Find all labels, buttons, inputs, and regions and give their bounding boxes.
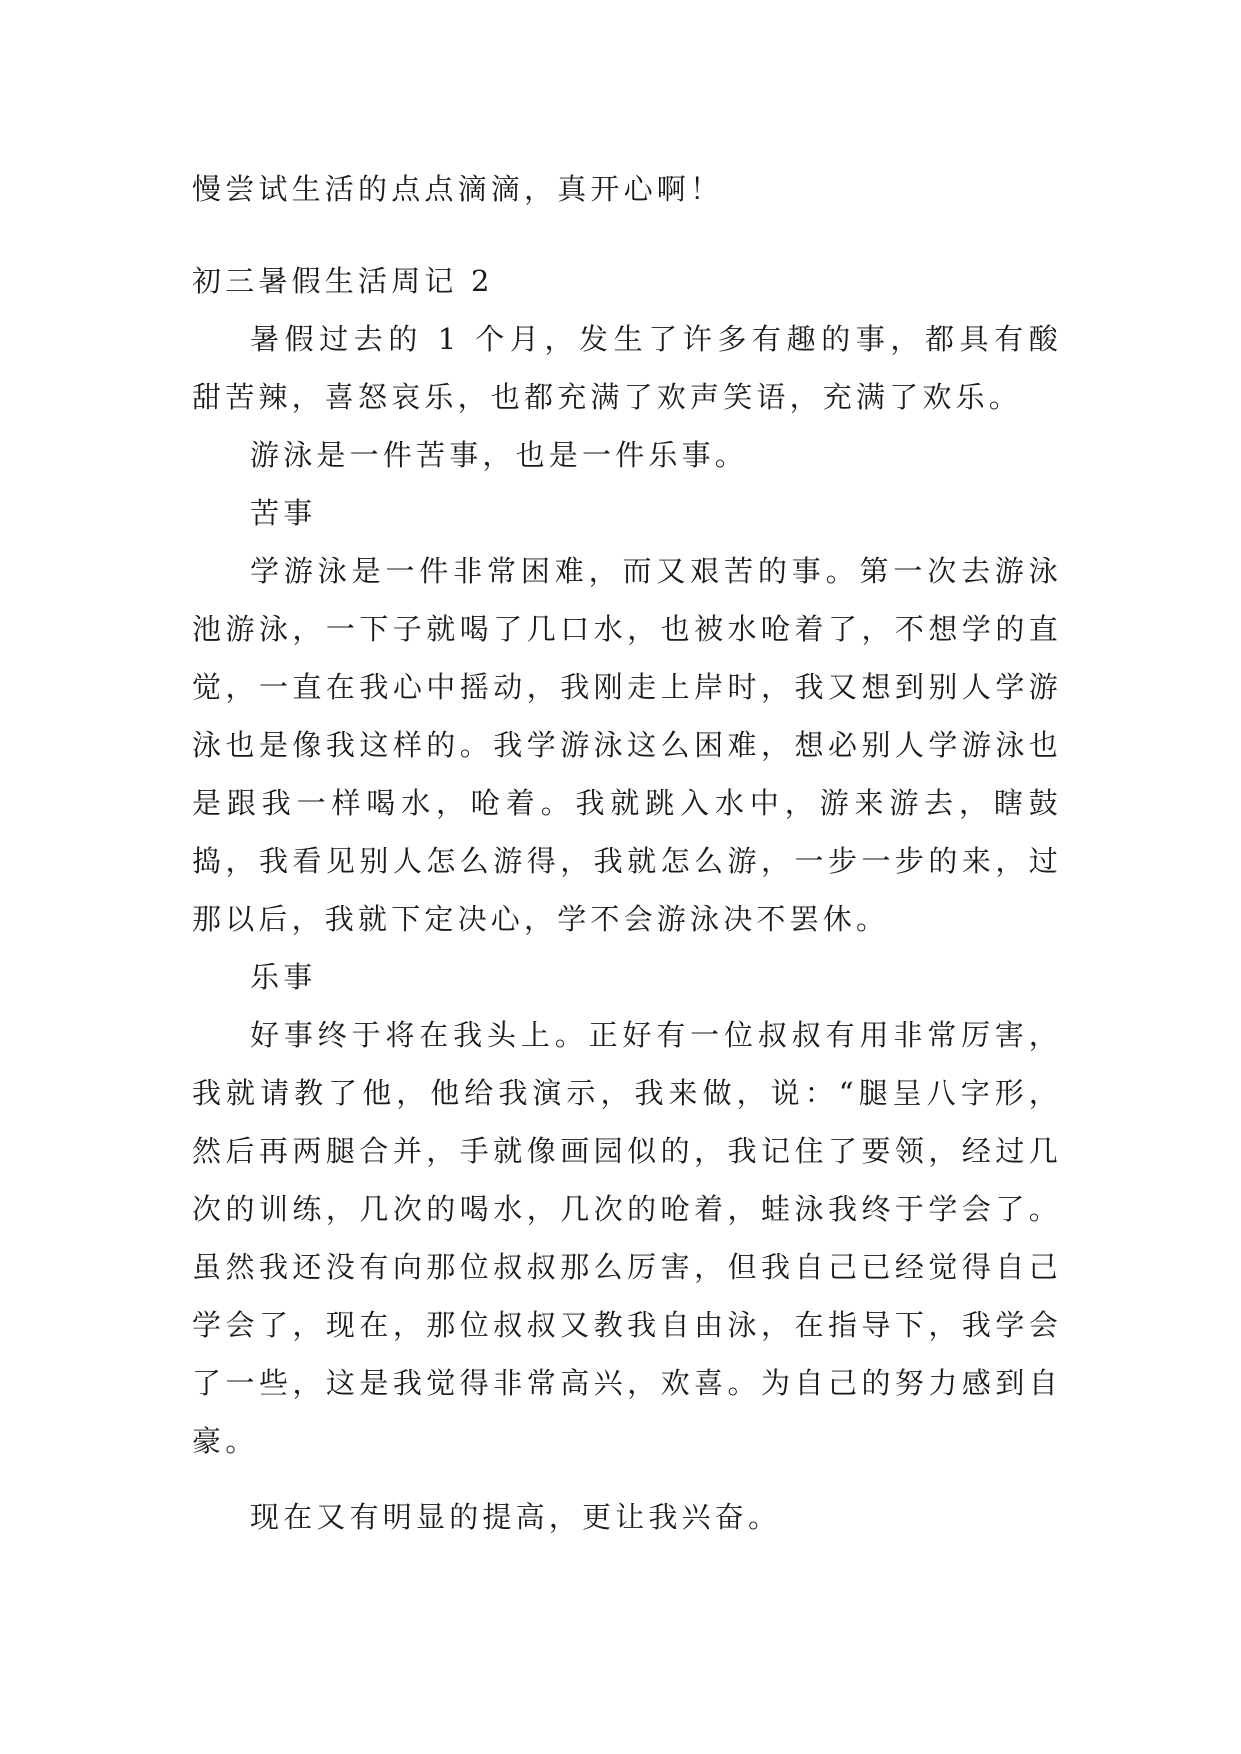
heading-joy: 乐事 <box>250 960 317 994</box>
essay-title: 初三暑假生活周记 2 <box>192 264 494 298</box>
document-body <box>192 160 1062 1546</box>
paragraph-closing: 现在又有明显的提高，更让我兴奋。 <box>250 1500 782 1534</box>
heading-hardship: 苦事 <box>250 496 317 530</box>
paragraph-theme: 游泳是一件苦事，也是一件乐事。 <box>250 438 749 472</box>
paragraph-joy: 好事终于将在我头上。正好有一位叔叔有用非常厉害，我就请教了他，他给我演示，我来做，说：“腿呈八字形，然后再两腿合并，手就像画园似的，我记住了要领，经过几次的训练，几次的喝水，几次的呛着，蛙泳我终于学会了。虽然我还没有向那位叔叔那么厉害，但我自己已经觉得自己学会了，现在，那位叔叔又教我自由泳，在指导下，我学会了一些，这是我觉得非常高兴，欢喜。为自己的努力感到自豪。 <box>192 1018 1062 1458</box>
continuation-line: 慢尝试生活的点点滴滴，真开心啊！ <box>192 172 724 206</box>
paragraph-hardship: 学游泳是一件非常困难，而又艰苦的事。第一次去游泳池游泳，一下子就喝了几口水，也被水呛着了，不想学的直觉，一直在我心中摇动，我刚走上岸时，我又想到别人学游泳也是像我这样的。我学游泳这么困难，想必别人学游泳也是跟我一样喝水，呛着。我就跳入水中，游来游去，瞎鼓捣，我看见别人怎么游得，我就怎么游，一步一步的来，过那以后，我就下定决心，学不会游泳决不罢休。 <box>192 554 1062 936</box>
paragraph-intro: 暑假过去的 1 个月，发生了许多有趣的事，都具有酸甜苦辣，喜怒哀乐，也都充满了欢声笑语，充满了欢乐。 <box>192 322 1062 414</box>
